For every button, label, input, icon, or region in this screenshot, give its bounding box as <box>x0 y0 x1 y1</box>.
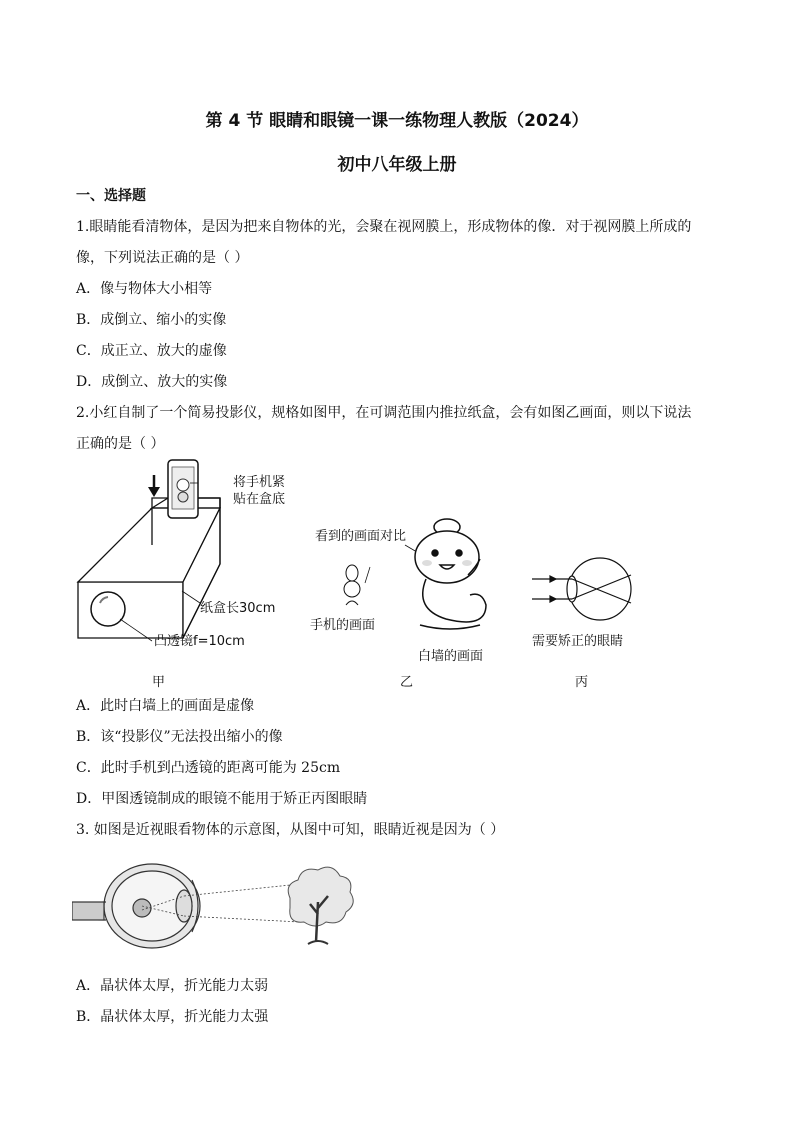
lens-circle <box>91 592 125 626</box>
q1-option-d: D．成倒立、放大的实像 <box>76 374 228 390</box>
q2-option-d: D．甲图透镜制成的眼镜不能用于矫正丙图眼睛 <box>76 791 368 807</box>
label-phone-attach-1: 将手机紧 <box>233 475 286 490</box>
q1-option-c: C．成正立、放大的虚像 <box>76 343 227 359</box>
section-heading: 一、选择题 <box>76 188 146 204</box>
page-title: 第 4 节 眼睛和眼镜一课一练物理人教版（2024） <box>205 111 589 131</box>
q1-option-b: B．成倒立、缩小的实像 <box>76 312 227 328</box>
phone-image-character <box>344 565 360 605</box>
myopia-eye-figure <box>72 858 372 958</box>
q1-option-a: A．像与物体大小相等 <box>76 281 213 297</box>
tree-icon <box>288 867 353 944</box>
label-lens-focal: 凸透镜f=10cm <box>154 634 245 649</box>
caption-jia: 甲 <box>152 675 166 690</box>
eyeball-illustration <box>72 864 200 948</box>
caption-yi: 乙 <box>400 675 414 690</box>
wall-image-character <box>415 519 486 629</box>
label-images-compare: 看到的画面对比 <box>315 529 407 544</box>
q2-option-a: A．此时白墙上的画面是虚像 <box>76 698 255 714</box>
q3-stem: 3. 如图是近视眼看物体的示意图，从图中可知，眼睛近视是因为（ ） <box>76 822 505 838</box>
q2-option-b: B．该“投影仪”无法投出缩小的像 <box>76 729 283 745</box>
down-arrow-icon <box>148 475 160 497</box>
label-wall-image: 白墙的画面 <box>418 649 484 664</box>
phone-icon <box>168 460 198 518</box>
q2-stem-line2: 正确的是（ ） <box>76 436 165 452</box>
q2-figure <box>70 455 670 695</box>
q2-stem-line1: 2.小红自制了一个简易投影仪，规格如图甲，在可调范围内推拉纸盒，会有如图乙画面，则以下说法 <box>76 405 692 421</box>
q2-option-c: C．此时手机到凸透镜的距离可能为 25cm <box>76 760 341 776</box>
label-phone-attach-2: 贴在盒底 <box>233 492 286 507</box>
label-phone-image: 手机的画面 <box>310 618 376 633</box>
q1-stem-line1: 1.眼睛能看清物体，是因为把来自物体的光，会聚在视网膜上，形成物体的像．对于视网膜上所成的 <box>76 219 692 235</box>
label-eye-needs-correction: 需要矫正的眼睛 <box>532 634 624 649</box>
q3-option-a: A．晶状体太厚，折光能力太弱 <box>76 978 269 994</box>
q3-option-b: B．晶状体太厚，折光能力太强 <box>76 1009 269 1025</box>
q1-stem-line2: 像，下列说法正确的是（ ） <box>76 250 249 266</box>
caption-bing: 丙 <box>575 675 589 690</box>
eye-diagram <box>532 558 631 620</box>
page-subtitle: 初中八年级上册 <box>337 155 457 175</box>
label-box-length: 纸盒长30cm <box>200 601 276 616</box>
